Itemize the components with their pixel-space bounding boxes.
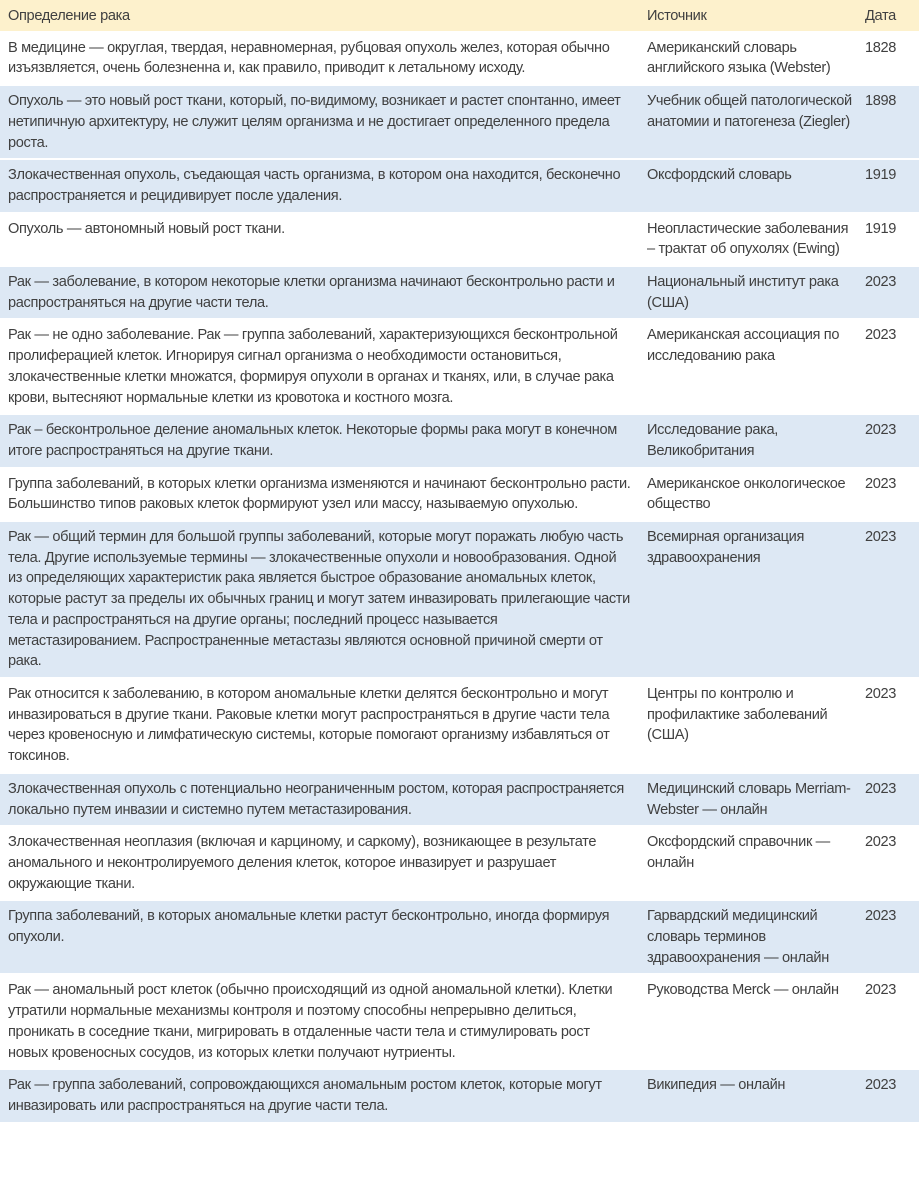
date-cell: 2023 xyxy=(865,274,897,291)
source-cell: Всемирная организация здравоохранения xyxy=(647,529,805,566)
definition-cell: Рак относится к заболеванию, в котором аномальные клетки делятся бесконтрольно и могут инвазироваться в другие ткани. Раковые клетки могут распространяться в другие части тела через кровеносную и лимфатическую системы, которые помогают организму избавляться от токсинов. xyxy=(8,685,610,765)
definition-cell: Рак — не одно заболевание. Рак — группа заболеваний, характеризующихся бесконтрольной пролиферацией клеток. Игнорируя сигнал организма о необходимости остановиться, злокачественные клетки множатся, формируя опухоли в органах и тканях, или, в случае рака крови, вытесняют нормальные клетки из кровотока и костного мозга. xyxy=(8,327,618,406)
definition-cell: Рак — общий термин для большой группы заболеваний, которые могут поражать любую часть тела. Другие используемые термины — злокачественные опухоли и новообразования. Одной из определяющих характеристик рака является быстрое образование аномальных клеток, которые растут за пределы их обычных границ и могут затем инвазировать прилегающие части тела и распространяться на другие органы; последний процесс называется метастазированием. Распространенные метастазы являются основной причиной смерти от рака. xyxy=(8,529,630,670)
table-row xyxy=(0,678,919,773)
table-row xyxy=(0,826,919,900)
source-cell: Оксфордский словарь xyxy=(647,167,792,184)
definition-cell: Рак — аномальный рост клеток (обычно происходящий из одной аномальной клетки). Клетки утратили нормальные механизмы контроля и поэтому способны непрерывно делиться, проникать в соседние ткани, мигрировать в отдаленные части тела и стимулировать рост новых кровеносных сосудов, из которых клетки получают нутриенты. xyxy=(8,982,613,1061)
header-source: Источник xyxy=(647,8,707,24)
source-cell: Центры по контролю и профилактике заболеваний (США) xyxy=(647,685,828,744)
date-cell: 1919 xyxy=(865,220,897,237)
table-row xyxy=(0,468,919,521)
definition-cell: Злокачественная неоплазия (включая и карциному, и саркому), возникающее в результате аномального и неконтролируемого деления клеток, которое инвазирует и разрушает окружающие ткани. xyxy=(8,834,597,892)
table-header-row xyxy=(0,0,919,32)
source-cell: Американская ассоциация по исследованию рака xyxy=(647,327,840,365)
table-row xyxy=(0,85,919,159)
table-row xyxy=(0,319,919,414)
definition-cell: Рак – бесконтрольное деление аномальных клеток. Некоторые формы рака могут в конечном итоге распространяться на другие ткани. xyxy=(8,422,617,459)
date-cell: 2023 xyxy=(865,834,897,851)
source-cell: Оксфордский справочник — онлайн xyxy=(647,834,830,871)
table-row xyxy=(0,521,919,678)
table-row xyxy=(0,213,919,266)
table-row xyxy=(0,159,919,212)
definition-cell: Злокачественная опухоль с потенциально неограниченным ростом, которая распространяется локально путем инвазии и системно путем метастазирования. xyxy=(8,780,624,818)
definition-cell: В медицине — округлая, твердая, неравномерная, рубцовая опухоль желез, которая обычно изъязвляется, очень болезненна и, как правило, приводит к летальному исходу. xyxy=(8,39,610,77)
date-cell: 2023 xyxy=(865,908,897,925)
definition-cell: Злокачественная опухоль, съедающая часть организма, в котором она находится, бесконечно распространяется и рецидивирует после удаления. xyxy=(8,167,621,204)
date-cell: 2023 xyxy=(865,780,897,797)
table-body xyxy=(0,32,919,1122)
date-cell: 2023 xyxy=(865,529,897,546)
date-cell: 2023 xyxy=(865,1077,897,1094)
definition-cell: Рак — группа заболеваний, сопровождающихся аномальным ростом клеток, которые могут инвазировать или распространяться на другие части тела. xyxy=(8,1077,602,1114)
header-definition: Определение рака xyxy=(8,8,130,24)
definition-cell: Рак — заболевание, в котором некоторые клетки организма начинают бесконтрольно расти и распространяться на другие части тела. xyxy=(8,274,615,311)
source-cell: Американский словарь английского языка (Webster) xyxy=(647,39,831,77)
table-row xyxy=(0,900,919,974)
table-row xyxy=(0,1069,919,1121)
source-cell: Национальный институт рака (США) xyxy=(647,274,839,311)
date-cell: 2023 xyxy=(865,327,897,344)
date-cell: 2023 xyxy=(865,422,897,439)
source-cell: Учебник общей патологической анатомии и патогенеза (Ziegler) xyxy=(647,93,852,130)
source-cell: Американское онкологическое общество xyxy=(647,475,846,513)
source-cell: Гарвардский медицинский словарь терминов здравоохранения — онлайн xyxy=(647,908,829,966)
definition-cell: Группа заболеваний, в которых аномальные клетки растут бесконтрольно, иногда формируя опухоли. xyxy=(8,908,610,946)
source-cell: Медицинский словарь Merriam-Webster — онлайн xyxy=(647,780,851,818)
source-cell: Википедия — онлайн xyxy=(647,1077,786,1094)
source-cell: Исследование рака, Великобритания xyxy=(647,422,778,459)
definition-cell: Опухоль — это новый рост ткани, который, по-видимому, возникает и растет спонтанно, имеет нетипичную архитектуру, не служит целям организма и не достигает определенного предела роста. xyxy=(8,93,621,151)
table-row xyxy=(0,32,919,85)
table-row xyxy=(0,414,919,467)
date-cell: 1828 xyxy=(865,39,897,56)
source-cell: Неопластические заболевания – трактат об опухолях (Ewing) xyxy=(647,220,849,258)
date-cell: 2023 xyxy=(865,475,897,492)
table-row xyxy=(0,266,919,319)
date-cell: 1898 xyxy=(865,93,897,110)
table-row xyxy=(0,773,919,826)
date-cell: 2023 xyxy=(865,982,897,999)
header-date: Дата xyxy=(865,8,896,24)
date-cell: 1919 xyxy=(865,167,897,184)
date-cell: 2023 xyxy=(865,685,897,702)
source-cell: Руководства Merck — онлайн xyxy=(647,982,839,999)
table-row xyxy=(0,974,919,1069)
definition-cell: Опухоль — автономный новый рост ткани. xyxy=(8,220,285,237)
definition-cell: Группа заболеваний, в которых клетки организма изменяются и начинают бесконтрольно расти. Большинство типов раковых клеток формируют узел или массу, называемую опухолью. xyxy=(8,475,631,513)
